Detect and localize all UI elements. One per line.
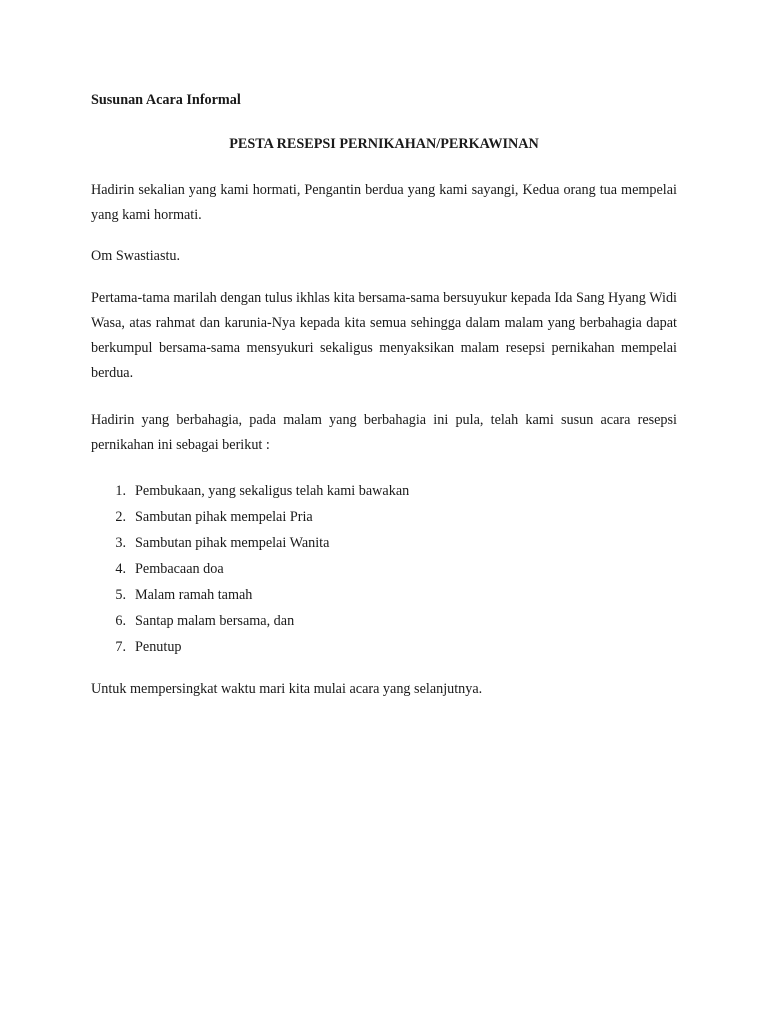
document-heading: Susunan Acara Informal [91, 92, 241, 108]
list-item-number: 1. [115, 483, 126, 499]
list-item-text: Santap malam bersama, dan [135, 613, 295, 629]
list-item [91, 556, 677, 582]
list-item [91, 530, 677, 556]
list-item-text: Pembukaan, yang sekaligus telah kami bawakan [135, 483, 410, 499]
list-item [91, 582, 677, 608]
list-item [91, 504, 677, 530]
list-item-number: 2. [115, 509, 126, 525]
paragraph-salutation: Om Swastiastu. [91, 248, 181, 264]
list-item-text: Malam ramah tamah [135, 587, 253, 603]
list-item [91, 634, 677, 660]
paragraph-agenda-intro: Hadirin yang berbahagia, pada malam yang berbahagia ini pula, telah kami susun acara resepsi pernikahan ini sebagai berikut : [91, 412, 677, 453]
list-item-number: 3. [115, 535, 126, 551]
list-item-number: 7. [115, 639, 126, 655]
list-item-text: Pembacaan doa [135, 561, 224, 577]
paragraph-closing: Untuk mempersingkat waktu mari kita mulai acara yang selanjutnya. [91, 681, 483, 697]
paragraph-greeting: Hadirin sekalian yang kami hormati, Pengantin berdua yang kami sayangi, Kedua orang tua mempelai yang kami hormati. [91, 182, 677, 223]
document-title: PESTA RESEPSI PERNIKAHAN/PERKAWINAN [229, 136, 539, 152]
paragraph-gratitude: Pertama-tama marilah dengan tulus ikhlas kita bersama-sama bersuyukur kepada Ida Sang Hyang Widi Wasa, atas rahmat dan karunia-Nya kepada kita semua sehingga dalam malam yang berbahagia dapat berkumpul bersama-sama mensyukuri sekaligus menyaksikan malam resepsi pernikahan mempelai berdua. [91, 290, 677, 381]
list-item [91, 608, 677, 634]
agenda-list [91, 478, 677, 660]
list-item-text: Penutup [135, 639, 182, 655]
list-item-number: 6. [115, 613, 126, 629]
list-item-text: Sambutan pihak mempelai Wanita [135, 535, 330, 551]
list-item [91, 478, 677, 504]
list-item-number: 4. [115, 561, 126, 577]
list-item-text: Sambutan pihak mempelai Pria [135, 509, 313, 525]
list-item-number: 5. [115, 587, 126, 603]
